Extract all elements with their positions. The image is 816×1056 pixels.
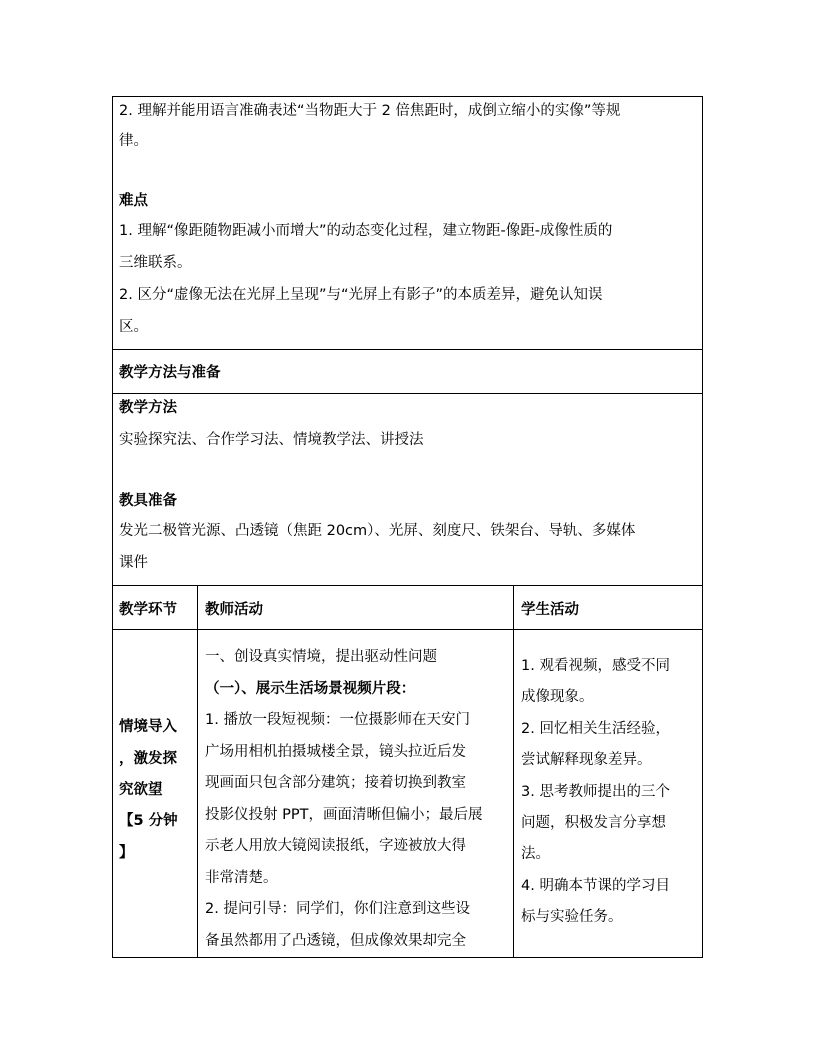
lesson-plan-table [112,96,703,958]
difficulty-line: 三维联系。 [119,255,192,271]
difficulty-line: 2. 区分“虚像无法在光屏上呈现”与“光屏上有影子”的本质差异，避免认知误 [119,287,603,303]
section-title: 教学方法与准备 [119,365,221,381]
prep-line: 课件 [119,555,148,571]
teacher-line: 投影仪投射 PPT，画面清晰但偏小；最后展 [205,807,483,823]
teacher-line: 示老人用放大镜阅读报纸，字迹被放大得 [205,838,466,854]
student-line: 1. 观看视频，感受不同 [521,658,670,674]
stage-line: 究欲望 [119,782,163,798]
student-line: 法。 [521,846,550,862]
objective-line: 律。 [119,133,148,149]
student-line: 成像现象。 [521,689,594,705]
student-line: 4. 明确本节课的学习目 [521,878,670,894]
stage-line: 【5 分钟 [119,813,178,829]
teacher-line: 1. 播放一段短视频：一位摄影师在天安门 [205,712,470,728]
stage-line: 情境导入 [119,719,177,735]
methods-text: 实验探究法、合作学习法、情境教学法、讲授法 [119,432,424,448]
row-divider [113,393,702,394]
row-divider [113,585,702,586]
objective-line: 2. 理解并能用语言准确表述“当物距大于 2 倍焦距时，成倒立缩小的实像”等规 [119,103,621,119]
prep-heading: 教具准备 [119,493,177,509]
header-student: 学生活动 [521,602,579,618]
student-line: 2. 回忆相关生活经验， [521,721,670,737]
column-divider [513,585,514,957]
student-line: 3. 思考教师提出的三个 [521,784,670,800]
header-teacher: 教师活动 [205,602,263,618]
teacher-line: 备虽然都用了凸透镜，但成像效果却完全 [205,933,466,949]
column-divider [197,585,198,957]
teacher-subheading: （一）、展示生活场景视频片段： [205,681,416,697]
methods-heading: 教学方法 [119,400,177,416]
teacher-line: 现画面只包含部分建筑；接着切换到教室 [205,775,466,791]
teacher-line: 广场用相机拍摄城楼全景，镜头拉近后发 [205,744,466,760]
prep-line: 发光二极管光源、凸透镜（焦距 20cm）、光屏、刻度尺、铁架台、导轨、多媒体 [119,523,636,539]
difficulty-line: 1. 理解“像距随物距减小而增大”的动态变化过程，建立物距-像距-成像性质的 [119,223,613,239]
teacher-line: 非常清楚。 [205,870,278,886]
header-stage: 教学环节 [119,602,177,618]
teacher-line: 2. 提问引导：同学们，你们注意到这些设 [205,901,470,917]
teacher-line: 一、创设真实情境，提出驱动性问题 [205,649,437,665]
row-divider [113,349,702,350]
student-line: 问题，积极发言分享想 [521,815,666,831]
student-line: 尝试解释现象差异。 [521,752,652,768]
difficulty-line: 区。 [119,319,148,335]
row-divider [113,629,702,630]
stage-line: 】 [119,845,134,861]
student-line: 标与实验任务。 [521,909,623,925]
stage-line: ，激发探 [119,751,177,767]
difficulties-heading: 难点 [119,193,148,209]
